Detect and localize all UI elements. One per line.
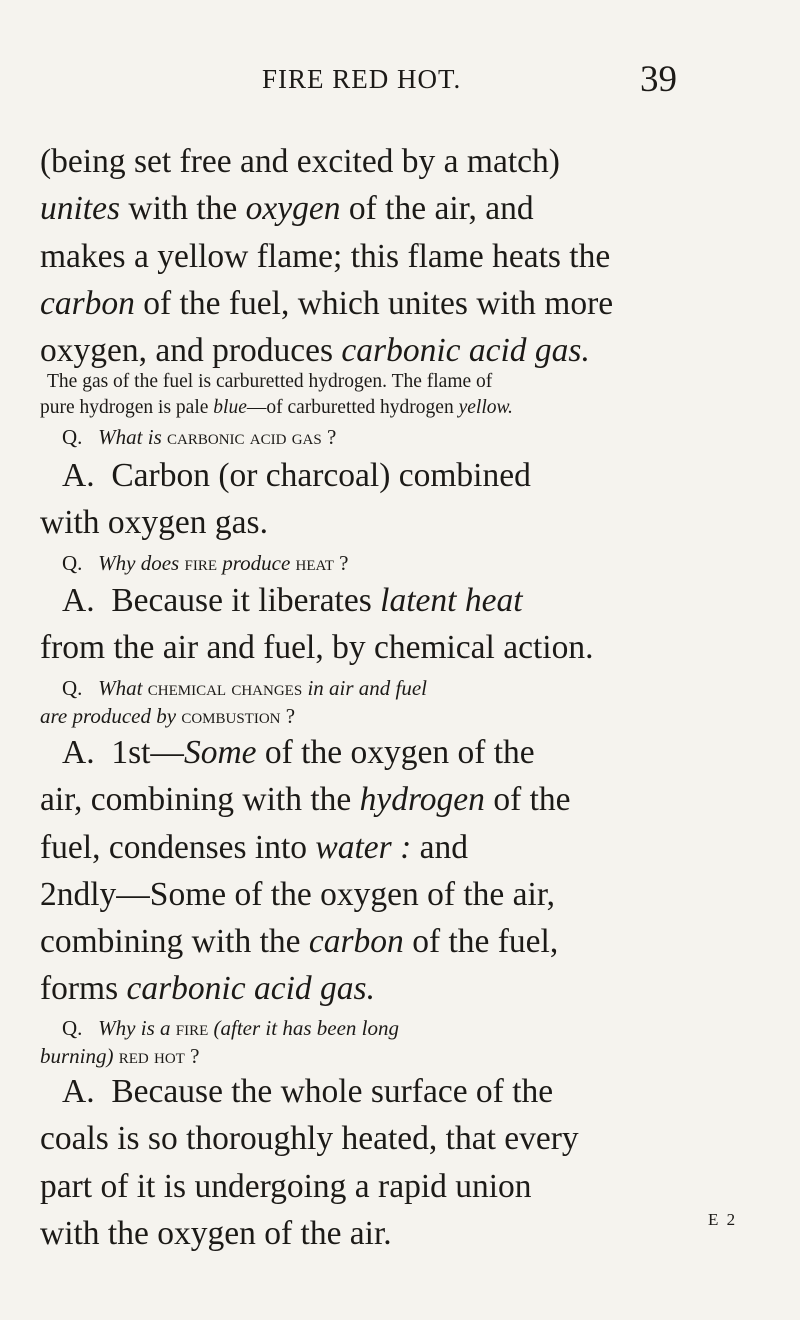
text-line: fuel, condenses into water : and bbox=[40, 828, 468, 866]
text-line: coals is so thoroughly heated, that every bbox=[40, 1120, 579, 1158]
answer-label: A. bbox=[62, 734, 95, 771]
text-line: part of it is undergoing a rapid union bbox=[40, 1167, 532, 1205]
answer-4 bbox=[40, 1068, 765, 1257]
signature-mark: E 2 bbox=[708, 1210, 738, 1229]
running-title: FIRE RED HOT. bbox=[262, 64, 462, 94]
question-label: Q. bbox=[62, 551, 83, 575]
text-line: with the oxygen of the air. bbox=[40, 1214, 392, 1252]
answer-label: A. bbox=[62, 457, 95, 494]
question-line: Q. What chemical changes in air and fuel bbox=[62, 676, 428, 700]
text-line: A. Because it liberates latent heat bbox=[62, 582, 523, 619]
text-line: unites with the oxygen of the air, and bbox=[40, 190, 534, 228]
running-head bbox=[0, 60, 800, 100]
text-line: oxygen, and produces carbonic acid gas. bbox=[40, 332, 590, 370]
answer-1 bbox=[40, 452, 765, 547]
question-label: Q. bbox=[62, 425, 83, 449]
answer-3 bbox=[40, 729, 765, 1013]
question-3 bbox=[40, 674, 787, 730]
question-line: Q. Why is a fire (after it has been long bbox=[62, 1016, 399, 1040]
text-line: with oxygen gas. bbox=[40, 504, 268, 542]
text-line: A. 1st—Some of the oxygen of the bbox=[62, 734, 535, 771]
text-line: makes a yellow flame; this flame heats the bbox=[40, 237, 611, 275]
text-line: air, combining with the hydrogen of the bbox=[40, 781, 571, 819]
paragraph-continuation bbox=[40, 138, 765, 374]
text-line: (being set free and excited by a match) bbox=[40, 143, 560, 180]
page-number: 39 bbox=[640, 59, 677, 100]
text-line: 2ndly—Some of the oxygen of the air, bbox=[40, 875, 556, 913]
note-line: pure hydrogen is pale blue—of carburetted hydrogen yellow. bbox=[40, 397, 513, 418]
explanatory-note bbox=[40, 369, 765, 421]
text-line: A. Carbon (or charcoal) combined bbox=[62, 457, 531, 494]
question-line: burning) red hot ? bbox=[40, 1044, 200, 1068]
question-label: Q. bbox=[62, 1016, 83, 1040]
question-label: Q. bbox=[62, 676, 83, 700]
answer-2 bbox=[40, 577, 765, 672]
text-line: combining with the carbon of the fuel, bbox=[40, 923, 559, 961]
answer-label: A. bbox=[62, 582, 95, 619]
answer-label: A. bbox=[62, 1073, 95, 1110]
note-line: The gas of the fuel is carburetted hydrogen. The flame of bbox=[47, 371, 493, 392]
question-line: are produced by combustion ? bbox=[40, 704, 296, 728]
question-1: Q. What is carbonic acid gas ? bbox=[62, 425, 337, 449]
text-line: carbon of the fuel, which unites with more bbox=[40, 284, 614, 322]
question-4 bbox=[40, 1014, 787, 1070]
text-line: A. Because the whole surface of the bbox=[62, 1073, 554, 1110]
text-line: from the air and fuel, by chemical action. bbox=[40, 629, 594, 667]
question-2: Q. Why does fire produce heat ? bbox=[62, 551, 349, 575]
text-line: forms carbonic acid gas. bbox=[40, 970, 375, 1008]
